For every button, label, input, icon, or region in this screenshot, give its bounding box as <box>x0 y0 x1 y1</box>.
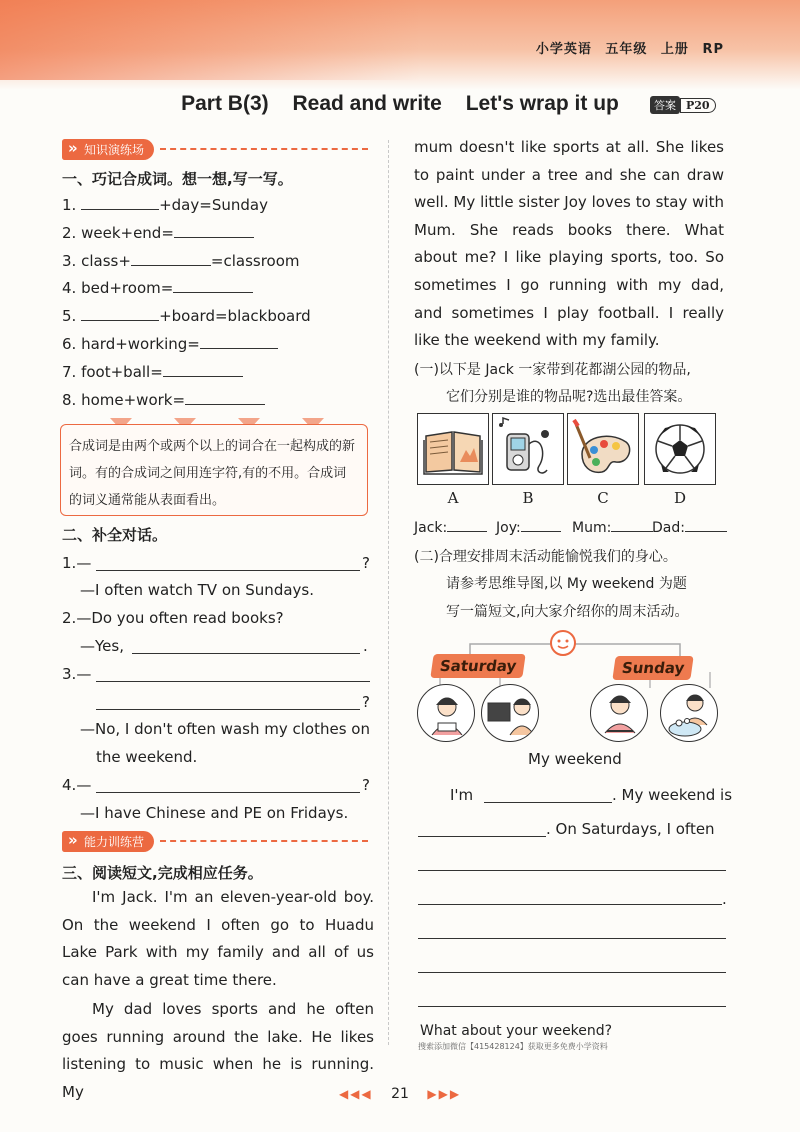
watermark-text: 搜索添加微信【415428124】获取更多免费小学资料 <box>418 1042 608 1051</box>
tag-dash <box>160 840 368 842</box>
passage-paragraph-2b: mum doesn't like sports at all. She likes to paint under a tree and she can draw well. My little sister Joy loves to stay with Mum. She reads books there. What about me? I like playing sports, too. So sometimes I go running with my dad, and sometimes I play football. I really like the weekend with my family. <box>414 138 724 350</box>
match-jack <box>414 518 487 536</box>
answer-line[interactable] <box>96 681 370 682</box>
writing-period: . <box>722 890 727 908</box>
header-band-fade <box>0 0 420 80</box>
saturday-activity-2-image <box>481 684 539 742</box>
option-d-image <box>644 413 716 485</box>
answer-blank[interactable] <box>81 196 159 210</box>
item-text: =classroom <box>210 252 300 270</box>
dialog-3-answer-a: —No, I don't often wash my clothes on <box>80 720 370 738</box>
dash: — <box>76 776 92 794</box>
tip-note-box: 合成词是由两个或两个以上的词合在一起构成的新词。有的合成词之间用连字符,有的不用。合成词的词义通常能从表面看出。 <box>60 424 368 516</box>
mindmap-caption: My weekend <box>528 750 622 768</box>
item-num: 1. <box>62 196 77 214</box>
match-label: Joy: <box>496 520 521 536</box>
answer-blank[interactable] <box>447 518 487 532</box>
saturday-activity-1-image <box>417 684 475 742</box>
writing-line[interactable] <box>418 1006 726 1007</box>
q1-item-3 <box>62 252 300 270</box>
item-text: hard+working= <box>81 335 200 353</box>
writing-im: I'm <box>450 786 474 804</box>
writing-closing: What about your weekend? <box>420 1023 613 1039</box>
dialog-4-question <box>62 776 91 794</box>
answer-blank[interactable] <box>200 335 278 349</box>
item-num: 2. <box>62 224 77 242</box>
title-part: Part B(3) <box>181 92 269 115</box>
q1-item-5 <box>62 307 311 325</box>
dialog-num: 3. <box>62 665 77 683</box>
child-washing-icon <box>661 685 718 742</box>
dialog-1-answer: —I often watch TV on Sundays. <box>80 581 314 599</box>
answer-blank[interactable] <box>685 518 727 532</box>
item-num: 8. <box>62 391 77 409</box>
passage-paragraph-2a: My dad loves sports and he often goes running around the lake. He likes listening to music when he is running. My <box>62 1000 374 1101</box>
writing-line[interactable] <box>418 938 726 939</box>
answer-tag[interactable] <box>650 96 716 114</box>
knowledge-badge: » 知识演练场 <box>62 139 154 160</box>
item-text: +day=Sunday <box>159 196 268 214</box>
dialog-2-answer: —Yes, <box>80 637 124 655</box>
answer-line[interactable] <box>96 570 360 571</box>
answer-line[interactable] <box>132 653 360 654</box>
item-num: 3. <box>62 252 77 270</box>
sunday-activity-1-image <box>590 684 648 742</box>
writing-line[interactable] <box>418 972 726 973</box>
task2-line3: 写一篇短文,向大家介绍你的周末活动。 <box>446 604 689 620</box>
smiley-icon <box>548 628 578 658</box>
writing-line[interactable] <box>418 836 546 837</box>
dash: — <box>76 665 92 683</box>
match-mum <box>572 518 653 536</box>
task2-line1: (二)合理安排周末活动能愉悦我们的身心。 <box>414 549 677 565</box>
ability-badge: » 能力训练营 <box>62 831 154 852</box>
task1-line2: 它们分别是谁的物品呢?选出最佳答案。 <box>446 389 692 405</box>
answer-blank[interactable] <box>173 279 253 293</box>
match-dad <box>652 518 727 536</box>
football-icon <box>645 414 715 484</box>
book-icon <box>418 414 488 484</box>
section-tag-knowledge <box>62 138 368 160</box>
q1-item-6 <box>62 335 278 353</box>
answer-blank[interactable] <box>163 363 243 377</box>
page-footer <box>0 1086 800 1102</box>
section-tag-ability <box>62 830 368 852</box>
option-a-image <box>417 413 489 485</box>
sunday-activity-2-image <box>660 684 718 742</box>
answer-page: P20 <box>680 98 716 113</box>
header-edition: RP <box>702 42 724 57</box>
match-label: Mum: <box>572 520 612 536</box>
q2-heading: 二、补全对话。 <box>62 526 168 544</box>
question-mark: ? <box>362 693 370 711</box>
writing-line[interactable] <box>418 904 722 905</box>
dialog-num: 2. <box>62 609 77 627</box>
title-section: Read and write <box>292 92 442 115</box>
answer-blank[interactable] <box>611 518 653 532</box>
item-text: foot+ball= <box>81 363 163 381</box>
item-num: 4. <box>62 279 77 297</box>
item-text: week+end= <box>81 224 174 242</box>
task1-line1: (一)以下是 Jack 一家带到花都湖公园的物品, <box>414 362 691 378</box>
dialog-3-answer-b: the weekend. <box>96 748 198 766</box>
writing-line[interactable] <box>484 802 612 803</box>
q1-item-7 <box>62 363 243 381</box>
question-mark: ? <box>362 554 370 572</box>
dialog-text: —Do you often read books? <box>76 609 284 627</box>
footer-right-arrows: ▶▶▶ <box>427 1087 462 1101</box>
q1-item-8 <box>62 391 265 409</box>
option-c-image <box>567 413 639 485</box>
answer-line[interactable] <box>96 709 360 710</box>
answer-blank[interactable] <box>131 252 211 266</box>
item-num: 7. <box>62 363 77 381</box>
header-term: 上册 <box>660 42 689 57</box>
q1-heading: 一、巧记合成词。想一想,写一写。 <box>62 170 293 188</box>
dialog-4-answer: —I have Chinese and PE on Fridays. <box>80 804 349 822</box>
dialog-num: 1. <box>62 554 77 572</box>
writing-line[interactable] <box>418 870 726 871</box>
header-subject: 小学英语 <box>535 42 592 57</box>
match-label: Jack: <box>414 520 448 536</box>
dialog-3-question <box>62 665 91 683</box>
option-label: B <box>522 489 534 507</box>
answer-blank[interactable] <box>521 518 561 532</box>
music-player-icon <box>493 414 563 484</box>
match-joy <box>496 518 561 536</box>
answer-label: 答案 <box>650 96 680 114</box>
page-number: 21 <box>391 1086 409 1102</box>
option-label: A <box>447 489 459 507</box>
mindmap-sunday: Sunday <box>612 656 694 680</box>
tag-dash <box>160 148 368 150</box>
dialog-1-question <box>62 554 91 572</box>
item-num: 6. <box>62 335 77 353</box>
answer-blank[interactable] <box>174 224 254 238</box>
q1-item-2 <box>62 224 254 242</box>
task2-line2: 请参考思维导图,以 My weekend 为题 <box>446 576 687 592</box>
paint-palette-icon <box>568 414 638 484</box>
answer-blank[interactable] <box>81 307 159 321</box>
q3-heading: 三、阅读短文,完成相应任务。 <box>62 864 263 882</box>
q1-item-1 <box>62 196 268 214</box>
title-wrap: Let's wrap it up <box>465 92 619 115</box>
child-computer-icon <box>482 685 539 742</box>
q1-item-4 <box>62 279 253 297</box>
answer-blank[interactable] <box>185 391 265 405</box>
dash: — <box>76 554 92 572</box>
option-b-image <box>492 413 564 485</box>
header-info <box>528 38 724 57</box>
period-mark: . <box>363 637 368 655</box>
item-text: home+work= <box>81 391 186 409</box>
header-grade: 五年级 <box>605 42 648 57</box>
footer-left-arrows: ◀◀◀ <box>338 1087 373 1101</box>
child-writing-icon <box>591 685 648 742</box>
dialog-2-question <box>62 609 284 627</box>
mindmap-saturday: Saturday <box>430 654 526 678</box>
passage-paragraph-1: I'm Jack. I'm an eleven-year-old boy. On the weekend I often go to Huadu Lake Park with my family and all of us can have a great time there. <box>62 888 374 989</box>
item-text: class+ <box>81 252 131 270</box>
answer-line[interactable] <box>96 792 360 793</box>
item-num: 5. <box>62 307 77 325</box>
item-text: bed+room= <box>81 279 174 297</box>
child-reading-icon <box>418 685 475 742</box>
option-label: D <box>673 489 687 507</box>
option-label: C <box>597 489 609 507</box>
column-divider <box>388 140 389 1045</box>
writing-weekend-is: . My weekend is <box>612 786 733 804</box>
match-label: Dad: <box>652 520 685 536</box>
item-text: +board=blackboard <box>159 307 311 325</box>
question-mark: ? <box>362 776 370 794</box>
dialog-num: 4. <box>62 776 77 794</box>
writing-saturdays: . On Saturdays, I often <box>546 820 715 838</box>
